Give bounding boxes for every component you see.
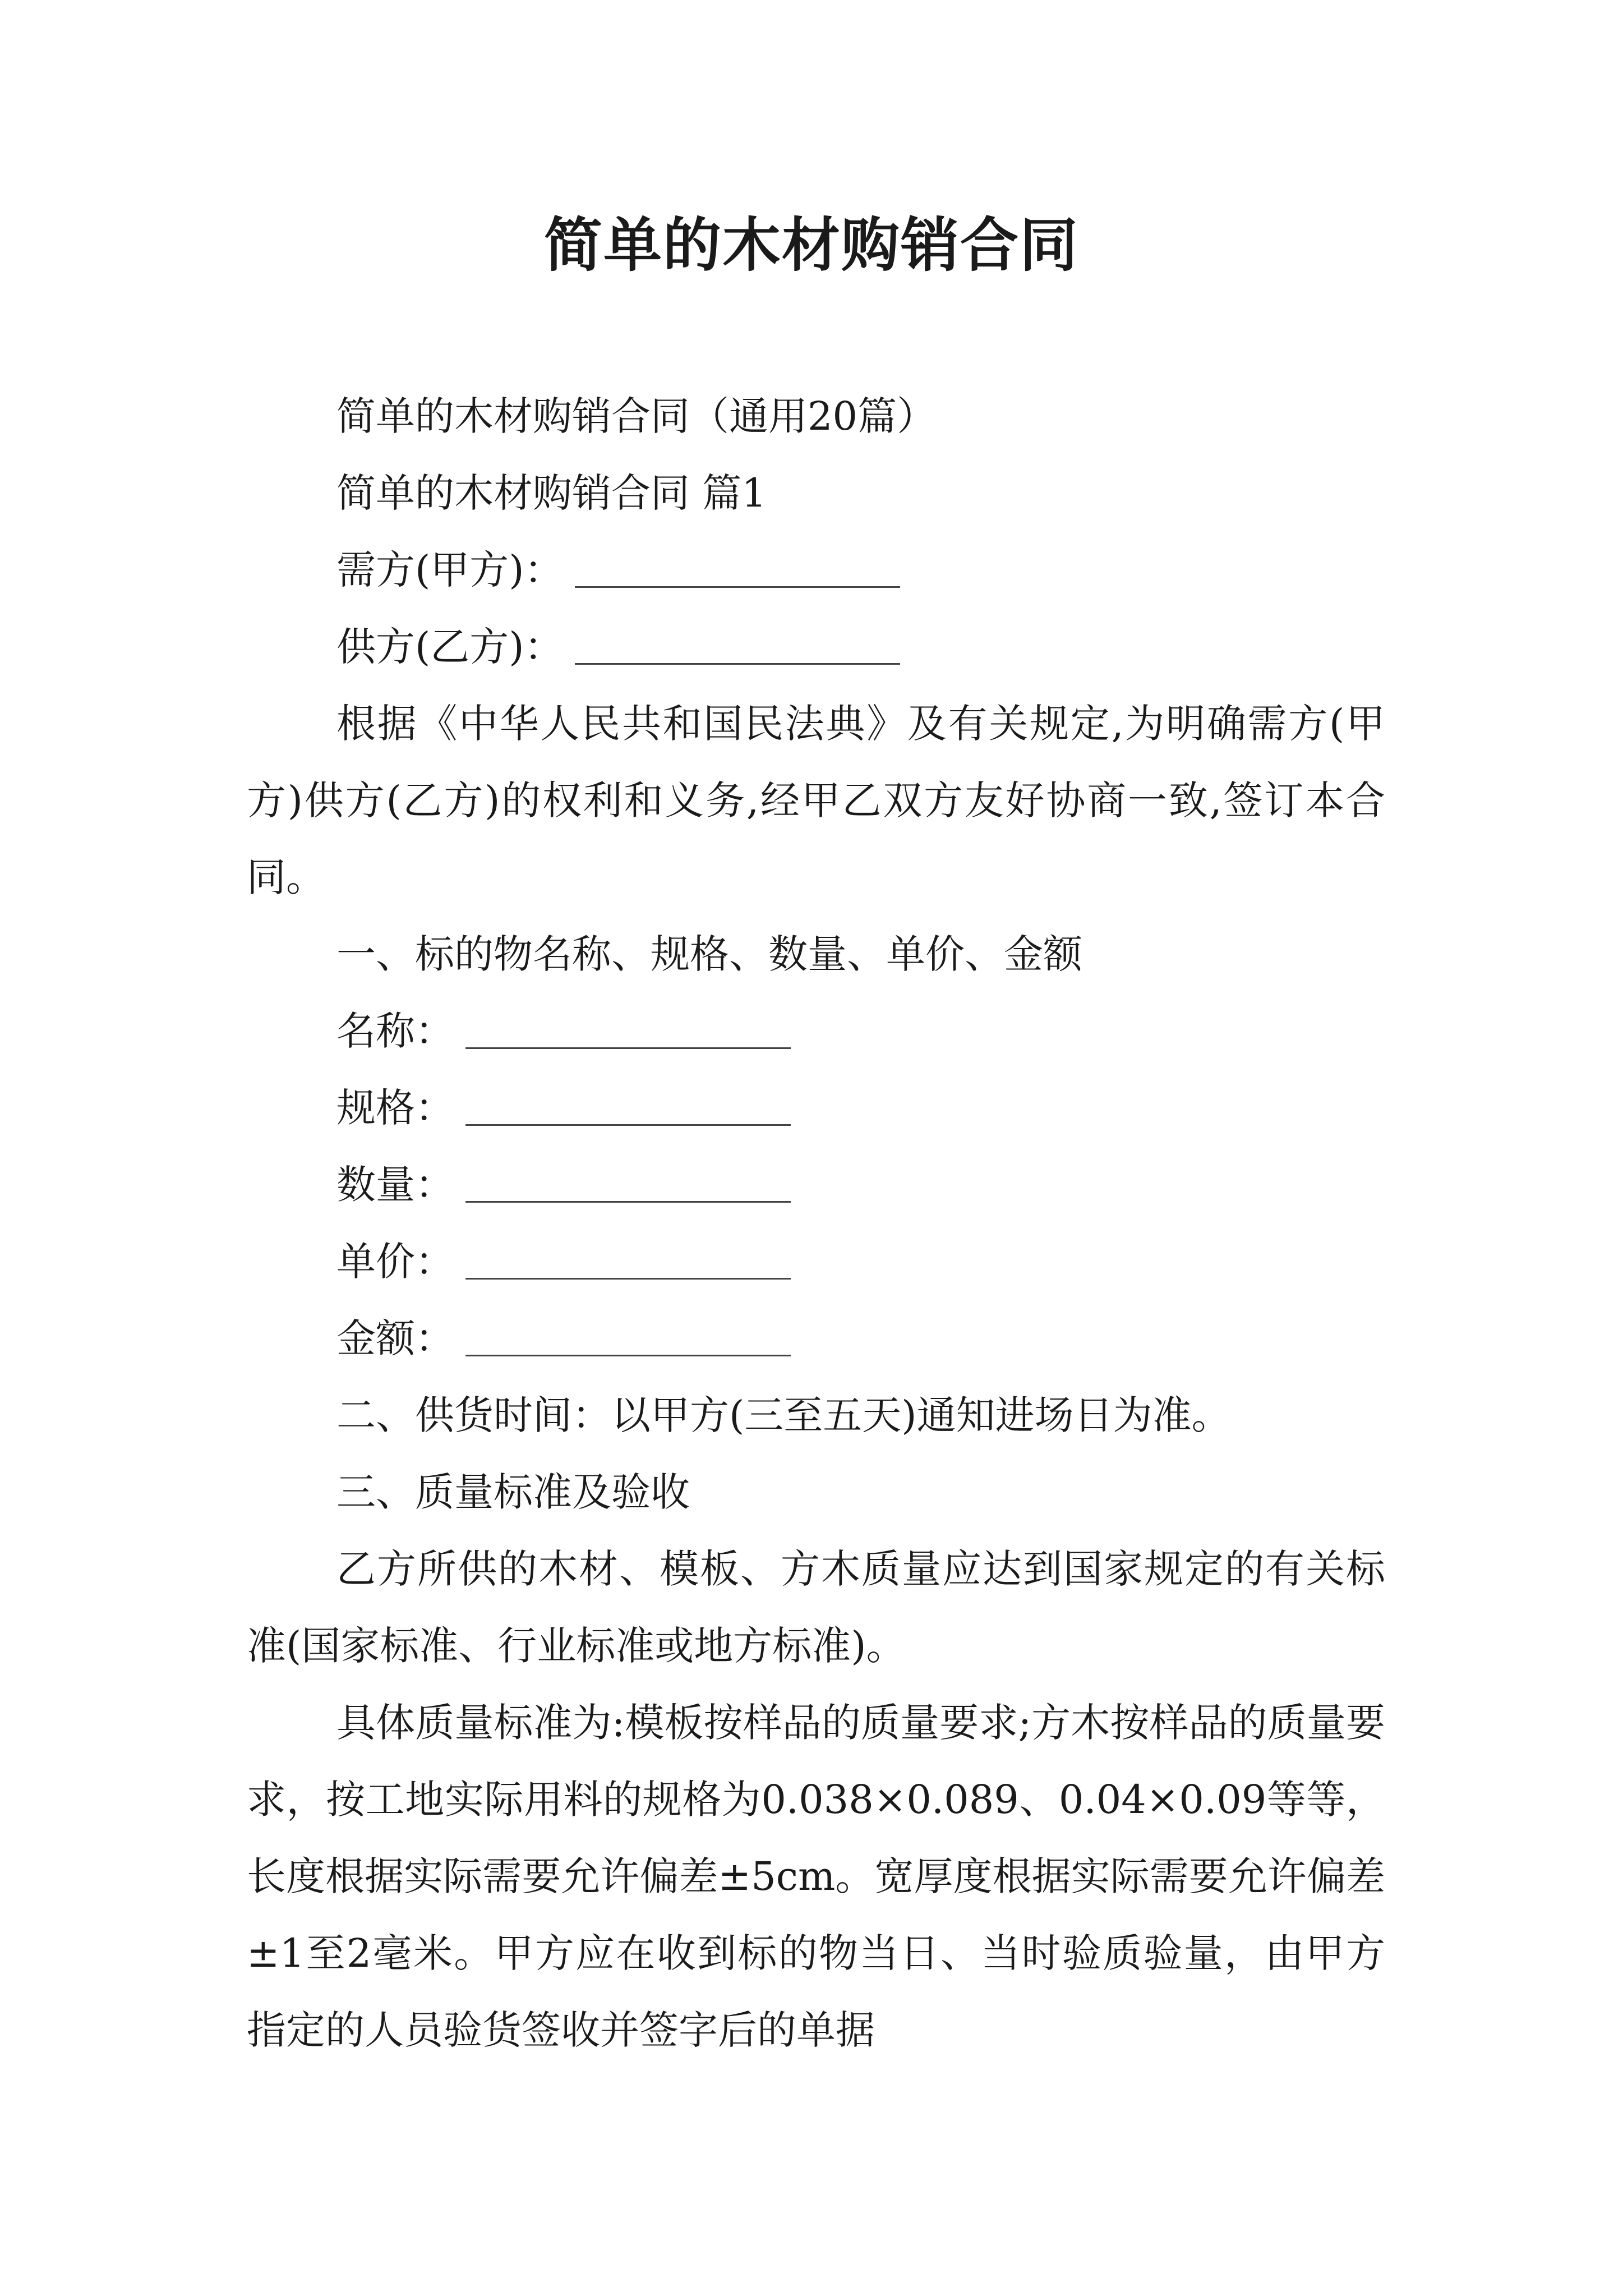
item1-heading: 一、标的物名称、规格、数量、单价、金额 (336, 931, 1082, 977)
document-body (247, 378, 1385, 2069)
item2-paragraph: 二、供货时间：以甲方(三至五天)通知进场日为准。 (336, 1392, 1231, 1438)
field-quantity-line (247, 1147, 1385, 1223)
field-name-blank (465, 1014, 791, 1049)
party-b-label: 供方(乙方)： (336, 624, 564, 670)
party-b-line (247, 609, 1385, 685)
party-a-label: 需方(甲方)： (336, 547, 564, 593)
field-quantity-label: 数量： (336, 1162, 454, 1208)
field-quantity-blank (465, 1167, 791, 1203)
field-amount-label: 金额： (336, 1315, 454, 1361)
party-b-blank (575, 629, 900, 665)
quality-paragraph-2: 具体质量标准为:模板按样品的质量要求;方木按样品的质量要求，按工地实际用料的规格为0.038×0.089、0.04×0.09等等，长度根据实际需要允许偏差±5cm。宽厚度根据实际需要允许偏差±1至2毫米。甲方应在收到标的物当日、当时验质验量，由甲方指定的人员验货签收并签字后的单据 (247, 1700, 1385, 2053)
field-amount-blank (465, 1321, 791, 1356)
quality-paragraph-1: 乙方所供的木材、模板、方木质量应达到国家规定的有关标准(国家标准、行业标准或地方标准)。 (247, 1546, 1385, 1669)
field-name-line (247, 993, 1385, 1070)
field-name-label: 名称： (336, 1008, 454, 1054)
field-spec-blank (465, 1091, 791, 1126)
field-unit-price-label: 单价： (336, 1239, 454, 1285)
field-amount-line (247, 1300, 1385, 1377)
field-unit-price-blank (465, 1244, 791, 1280)
intro-paragraph: 根据《中华人民共和国民法典》及有关规定,为明确需方(甲方)供方(乙方)的权利和义务,经甲乙双方友好协商一致,签订本合同。 (247, 701, 1385, 900)
document-title: 简单的木材购销合同 (543, 210, 1079, 279)
item3-heading: 三、质量标准及验收 (336, 1469, 690, 1515)
party-a-blank (575, 553, 900, 588)
section-heading: 简单的木材购销合同 篇1 (336, 470, 767, 516)
party-a-line (247, 532, 1385, 609)
field-spec-line (247, 1070, 1385, 1147)
field-spec-label: 规格： (336, 1085, 454, 1131)
field-unit-price-line (247, 1223, 1385, 1300)
document-subtitle: 简单的木材购销合同（通用20篇） (336, 393, 937, 439)
